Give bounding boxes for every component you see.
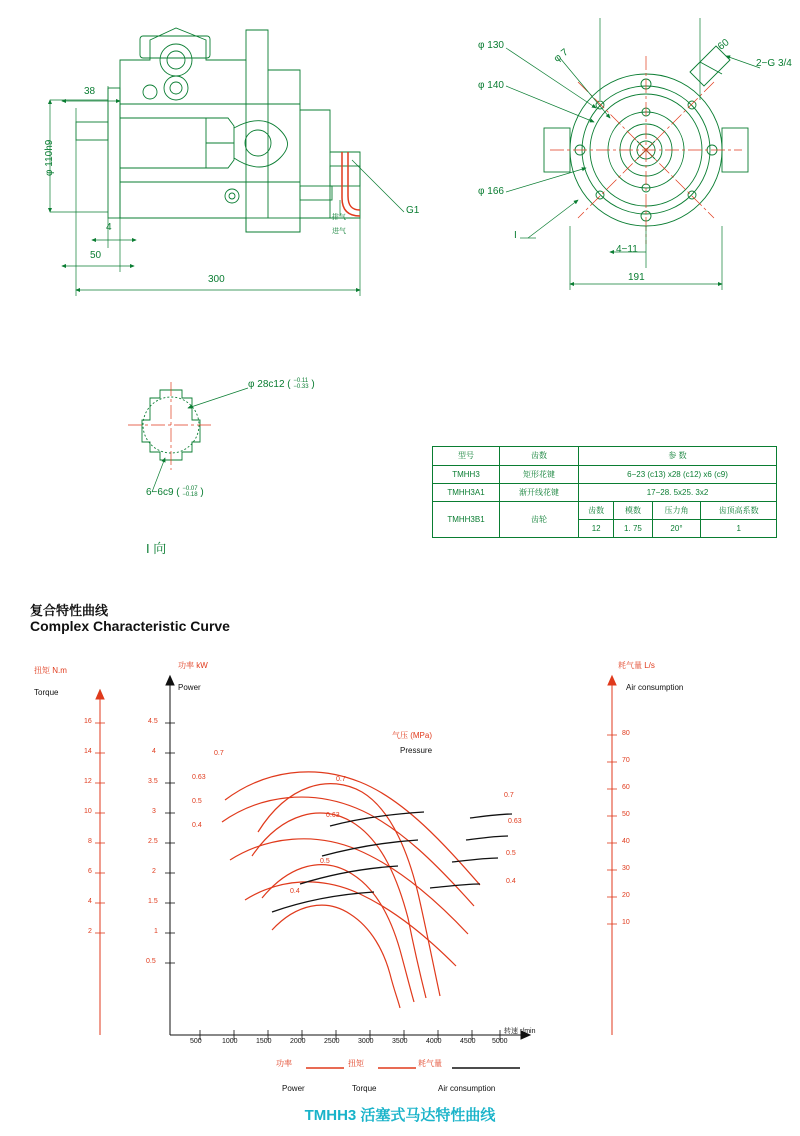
sub-val-module: 1. 75 [614,520,652,538]
curve-label-power-0.63: 0.63 [326,812,340,819]
power-tick: 2.5 [148,838,158,845]
dim-191: 191 [628,272,645,283]
th-params: 参 数 [579,447,777,466]
dim-50: 50 [90,250,102,261]
sub-val-teeth: 12 [579,520,614,538]
spec-table [432,446,777,538]
bottom-title: TMHH3 活塞式马达特性曲线 [304,1107,496,1124]
torque-tick: 10 [84,808,92,815]
curve-label-power-0.7: 0.7 [336,776,346,783]
air-tick: 40 [622,838,630,845]
air-outlet-pipe [342,152,360,216]
sub-th-module: 模数 [614,502,652,520]
power-curves [252,784,440,1008]
dim-phi28c12: φ 28c12 ( −0.11 −0.33 ) [248,378,315,391]
spline-centerlines [128,382,214,470]
cell-type: 渐开线花键 [500,484,579,502]
legend-label-power-en: Power [282,1084,305,1093]
air-tick: 70 [622,757,630,764]
dim-phi130: φ 130 [478,40,504,51]
curve-label-air-0.63: 0.63 [508,818,522,825]
power-tick: 1 [154,928,158,935]
power-tick: 2 [152,868,156,875]
x-axis-title: 转速 r/min [504,1028,536,1035]
front-view-centerlines [550,56,742,244]
dim-38: 38 [84,86,96,97]
dim-60: 60 [716,37,732,53]
air-axis-title-en: Air consumption [626,683,684,692]
spline-view-caption: I 向 [146,541,167,556]
dim-phi166: φ 166 [478,186,504,197]
power-tick: 3 [152,808,156,815]
torque-tick: 8 [88,838,92,845]
curve-label-air-0.4: 0.4 [506,878,516,885]
torque-tick: 14 [84,748,92,755]
x-tick: 3500 [392,1038,408,1045]
cell-model: TMHH3B1 [433,502,500,538]
curve-label-air-0.5: 0.5 [506,850,516,857]
curve-label-torque-0.5: 0.5 [192,798,202,805]
x-tick: 5000 [492,1038,508,1045]
legend-label-air-cn: 耗气量 [418,1059,442,1068]
axis-arrowheads [166,676,530,1039]
x-tick: 4500 [460,1038,476,1045]
curve-label-torque-0.4: 0.4 [192,822,202,829]
air-curves [272,812,512,912]
curve-label-torque-0.7: 0.7 [214,750,224,757]
air-tick: 60 [622,784,630,791]
dim-4-11: 4−11 [616,244,638,255]
torque-tick: 4 [88,898,92,905]
chart-axes [100,676,612,1035]
curve-label-air-0.7: 0.7 [504,792,514,799]
torque-tick: 16 [84,718,92,725]
dim-phi140: φ 140 [478,80,504,91]
x-tick: 1000 [222,1038,238,1045]
section-mark-I: I [514,230,517,241]
cell-params: 6−23 (c13) x28 (c12) x6 (c9) [579,466,777,484]
torque-tick: 12 [84,778,92,785]
air-tick: 80 [622,730,630,737]
cell-type: 齿轮 [500,502,579,538]
th-model: 型号 [433,447,500,466]
sub-val-pressure-angle: 20° [652,520,701,538]
side-view-geometry [76,28,360,232]
power-tick: 3.5 [148,778,158,785]
table-row [433,502,777,520]
torque-tick: 2 [88,928,92,935]
power-tick: 0.5 [146,958,156,965]
pressure-label-cn: 气压 (MPa) [392,731,432,740]
torque-tick: 6 [88,868,92,875]
callout-intake: 进气 [332,228,346,235]
air-tick: 10 [622,919,630,926]
sub-val-addendum: 1 [701,520,777,538]
cell-model: TMHH3A1 [433,484,500,502]
cell-type: 矩形花键 [500,466,579,484]
power-axis-title-cn: 功率 kW [178,661,208,670]
pressure-label-en: Pressure [400,746,433,755]
x-tick: 2500 [324,1038,340,1045]
air-tick: 20 [622,892,630,899]
curve-label-power-0.5: 0.5 [320,858,330,865]
sub-th-pressure-angle: 压力角 [652,502,701,520]
x-tick: 1500 [256,1038,272,1045]
table-row [433,466,777,484]
th-teeth: 齿数 [500,447,579,466]
torque-axis-title-en: Torque [34,688,59,697]
legend-label-torque-en: Torque [352,1084,377,1093]
air-tick: 50 [622,811,630,818]
power-axis-title-en: Power [178,683,201,692]
x-tick: 4000 [426,1038,442,1045]
dim-phi110h9: φ 110h9 [44,139,55,176]
cell-params: 17−28. 5x25. 3x2 [579,484,777,502]
power-tick: 1.5 [148,898,158,905]
curve-label-power-0.4: 0.4 [290,888,300,895]
callout-g1: G1 [406,205,420,216]
callout-exhaust: 排气 [332,214,346,221]
dim-6-6c9: 6−6c9 ( −0.07 −0.18 ) [146,486,204,499]
dim-phi7: φ 7 [552,46,571,65]
chart-heading-cn: 复合特性曲线 [30,603,109,618]
torque-axis-title-cn: 扭矩 N.m [34,666,67,675]
sub-th-teeth: 齿数 [579,502,614,520]
legend-label-power-cn: 功率 [276,1059,292,1068]
cell-model: TMHH3 [433,466,500,484]
legend-label-air-en: Air consumption [438,1084,496,1093]
sub-th-addendum: 齿顶高系数 [701,502,777,520]
dim-2-g34: 2−G 3/4 [756,58,792,69]
power-tick: 4.5 [148,718,158,725]
curve-label-torque-0.63: 0.63 [192,774,206,781]
x-tick: 2000 [290,1038,306,1045]
air-tick: 30 [622,865,630,872]
air-axis-title-cn: 耗气量 L/s [618,661,655,670]
chart-heading-en: Complex Characteristic Curve [30,618,230,634]
legend-label-torque-cn: 扭矩 [348,1059,364,1068]
power-tick: 4 [152,748,156,755]
torque-curves [222,772,480,966]
dim-4: 4 [106,222,112,233]
dim-300: 300 [208,274,225,285]
x-tick: 500 [190,1038,202,1045]
table-header-row [433,447,777,466]
table-row [433,484,777,502]
x-tick: 3000 [358,1038,374,1045]
